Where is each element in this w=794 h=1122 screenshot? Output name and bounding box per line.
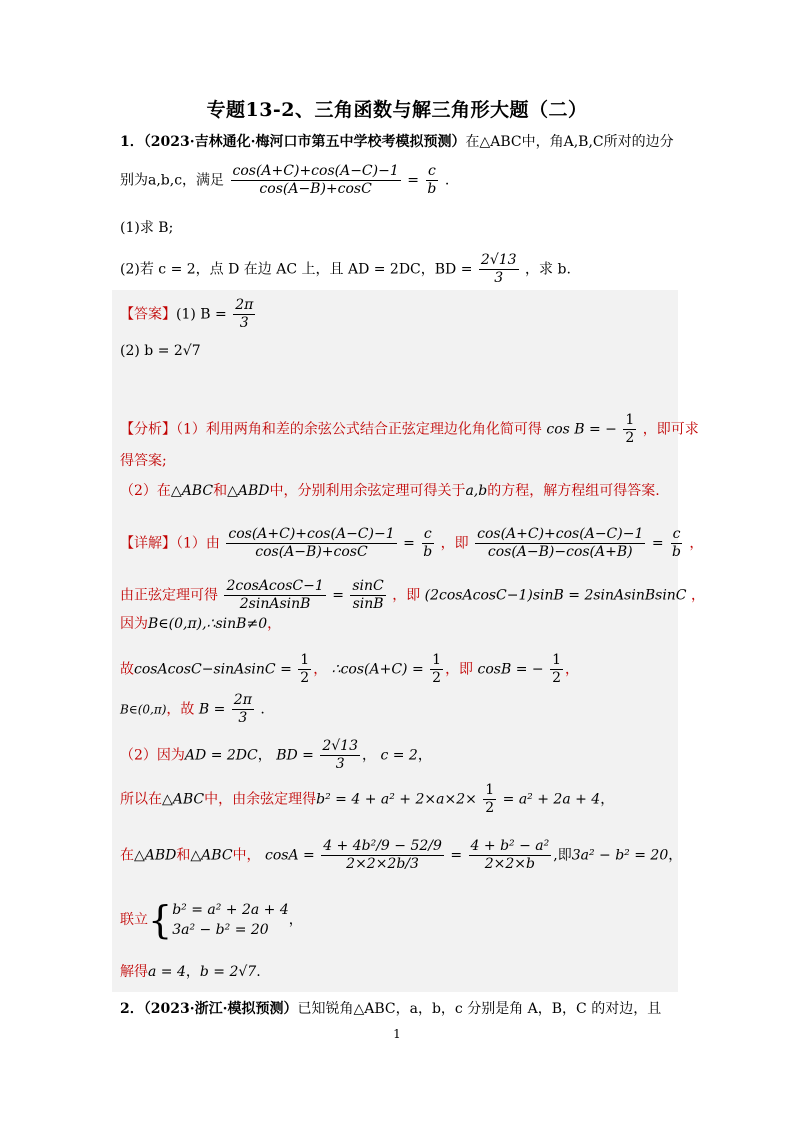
detail-1-mid: ，即 [440,535,469,552]
detail-10-m2: b = 2√7 [199,964,257,980]
q1-line-2 [120,163,449,198]
detail-1-ratio-a-den: b [423,544,433,560]
detail-2-eq: = [332,587,344,604]
detail-8-m3: cosA = [264,847,315,864]
detail-2-ratio [350,578,385,613]
equation-system [172,900,289,940]
detail-6-sep-2: ， [362,747,376,764]
detail-7-half [483,782,496,817]
detail-2-fraction [224,578,325,613]
solution-panel [112,290,678,992]
detail-8-m1: △ABD [134,847,177,864]
analysis-1-denominator: 2 [625,430,635,446]
detail-1-eq-b: = [651,535,664,552]
q1-stem-2-end: . [444,172,450,189]
detail-line-1 [120,526,703,561]
detail-line-8 [120,838,682,873]
detail-2-math: (2cosAcosC−1)sinB = 2sinAsinBsinC [424,587,687,604]
detail-line-3 [120,614,281,634]
answer-label: 【答案】 [120,306,176,323]
detail-5-end: . [260,701,265,718]
detail-7-m1: △ABC [162,791,205,808]
detail-2-mid: ，即 [392,587,421,604]
analysis-3-pre: （2）在 [120,483,171,499]
detail-8-mid2: ,即 [553,847,572,864]
detail-1-eq-a: = [403,535,415,552]
q1-part-2-end: ，求 b. [525,261,571,278]
detail-4-half-2-den: 2 [432,670,442,686]
detail-5-mid: ，故 [166,701,195,718]
detail-8-eq: = [450,847,463,864]
analysis-3-end: 的方程，解方程组可得答案. [487,483,660,499]
detail-8-mid: 中， [232,847,261,864]
answer-line-1 [120,297,257,332]
analysis-line-3 [120,481,660,501]
page-number: 1 [393,1027,401,1041]
detail-8-numerator: 4 + 4b²/9 − 52/9 [323,838,442,854]
detail-1-fraction-a [226,526,396,561]
q1-bd-denominator: 3 [494,270,504,286]
analysis-1-fraction [623,412,636,447]
detail-5-fraction [232,692,254,727]
system-equation-2: 3a² − b² = 20 [172,922,269,938]
detail-10-pre: 解得 [120,964,148,980]
q1-bd-fraction [479,252,519,287]
detail-2-end: ， [690,587,705,604]
analysis-1-text: （1）利用两角和差的余弦公式结合正弦定理边化角化简可得 [176,421,542,438]
q1-equals: = [407,172,419,189]
detail-8-ratio-den: 2×2×b [484,856,536,872]
detail-1-ratio-a [421,526,434,561]
detail-1a-denominator: cos(A−B)+cosC [255,544,368,560]
detail-4-half-1-den: 2 [300,670,310,686]
detail-7-mid: 中，由余弦定理得 [204,791,317,808]
detail-4-half-1 [298,652,311,687]
q1-number: 1． [120,134,144,150]
detail-7-m3: = a² + 2a + 4 [502,791,601,808]
q2-line-1 [120,999,661,1019]
detail-4-mid1: ， [313,661,328,678]
detail-8-denominator: 2×2×2b/3 [346,856,419,872]
detail-4-half-3-den: 2 [552,670,561,686]
q1-condition-fraction [231,163,401,198]
detail-1-ratio-b-num: c [672,526,681,542]
detail-6-fraction [320,738,360,773]
q1-line-1 [120,132,674,152]
answer-line-2: (2) b = 2√7 [120,343,201,359]
detail-7-pre: 所以在 [120,791,162,808]
detail-7-half-num: 1 [485,782,495,798]
detail-1-fraction-b [475,526,645,561]
q1-source: （2023·吉林通化·梅河口市第五中学校考模拟预测） [143,134,466,150]
detail-8-ratio [469,838,552,873]
detail-6-m3: c = 2 [380,747,418,764]
detail-2-ratio-num: sinC [352,578,384,594]
detail-4-mid2: ，即 [445,661,474,678]
detail-8-fraction [321,838,444,873]
detail-3-pre: 因为 [120,616,148,632]
detail-4-half-1-num: 1 [300,652,310,668]
q2-source: （2023·浙江·模拟预测） [143,1001,298,1017]
detail-6-numerator: 2√13 [322,738,358,754]
detail-4-m2: ∴cos(A+C) = [331,661,424,678]
detail-line-7 [120,782,614,817]
detail-6-sep-1: ， [257,747,272,764]
detail-6-pre: （2）因为 [120,747,185,764]
detail-9-end: ， [288,912,303,928]
detail-4-end: ， [565,661,579,678]
q1-condition-denominator: cos(A−B)+cosC [259,181,372,197]
detail-8-and: 和 [176,847,191,864]
q1-ratio-numerator: c [427,163,436,179]
detail-4-pre: 故 [120,661,134,678]
detail-8-end: ， [668,847,683,864]
system-brace-icon: { [148,898,173,942]
q1-part-2 [120,252,571,287]
analysis-3-m1: △ABC [170,483,214,499]
q1-condition-numerator: cos(A+C)+cos(A−C)−1 [232,163,399,179]
detail-1b-numerator: cos(A+C)+cos(A−C)−1 [477,526,644,542]
detail-10-m1: a = 4 [148,964,186,980]
detail-line-4 [120,652,579,687]
page-title: 专题13-2、三角函数与解三角形大题（二） [206,99,588,121]
detail-8-m4: 3a² − b² = 20 [571,847,669,864]
q2-stem: 已知锐角△ABC，a，b，c 分别是角 A，B，C 的对边，且 [297,1001,662,1017]
q1-part-2-pre: (2)若 c = 2，点 D 在边 AC 上，且 AD = 2DC，BD = [120,261,473,278]
detail-7-half-den: 2 [485,800,495,816]
q1-part-1: (1)求 B; [120,220,174,236]
detail-4-m1: cosAcosC−sinAsinC = [134,661,292,678]
detail-3-math: B∈(0,π),∴sinB≠0 [148,616,268,632]
detail-2-ratio-den: sinB [352,596,384,612]
analysis-3-m3: a,b [465,483,488,499]
detail-1-ratio-a-num: c [423,526,432,542]
detail-10-end: . [256,964,261,980]
detail-5-m: B∈(0,π) [120,702,167,717]
detail-4-m3: cosB = − [477,661,544,678]
analysis-1-end: ，即可求 [642,421,699,438]
analysis-label: 【分析】 [120,421,176,438]
q1-stem-1: 在△ABC中，角A,B,C所对的边分 [465,134,674,150]
detail-7-m2: b² = 4 + a² + 2×a×2× [316,791,477,808]
detail-6-m1: AD = 2DC [184,747,258,764]
analysis-3-mid2: 中，分别利用余弦定理可得关于 [269,483,466,499]
detail-5-denominator: 3 [238,710,248,726]
detail-1b-denominator: cos(A−B)−cos(A+B) [487,544,633,560]
detail-2-pre: 由正弦定理可得 [120,587,218,604]
detail-3-end: ， [267,616,282,632]
detail-4-half-2 [430,652,443,687]
answer-1-denominator: 3 [239,315,249,331]
q1-stem-2-pre: 别为a,b,c，满足 [120,172,225,189]
detail-8-ratio-num: 4 + b² − a² [470,838,550,854]
detail-4-half-3 [550,652,563,687]
analysis-line-2: 得答案; [120,453,167,469]
detail-6-sep-3: ， [417,747,432,764]
detail-6-m2: BD = [276,747,314,764]
detail-1-ratio-b-den: b [672,544,681,560]
detail-9-pre: 联立 [120,912,148,928]
detail-2-numerator: 2cosAcosC−1 [226,578,324,594]
system-equation-1: b² = a² + 2a + 4 [172,902,289,918]
detail-7-end: ， [600,791,615,808]
detail-2-denominator: 2sinAsinB [239,596,311,612]
detail-line-10 [120,962,261,982]
analysis-3-m2: △ABD [227,483,270,499]
detail-line-5 [120,692,265,727]
detail-8-pre: 在 [120,847,134,864]
detail-1a-numerator: cos(A+C)+cos(A−C)−1 [228,526,395,542]
analysis-3-mid: 和 [213,483,228,499]
detail-line-2 [120,578,705,613]
analysis-1-numerator: 1 [625,412,635,428]
detail-10-sep: ， [185,964,200,980]
answer-1-fraction [233,297,255,332]
detail-line-9 [120,900,303,940]
analysis-1-math: cos B = − [546,421,617,438]
q2-number: 2． [120,1001,144,1017]
detail-1-pre: （1）由 [176,535,220,552]
q1-ratio-denominator: b [427,181,437,197]
detail-4-half-3-num: 1 [552,652,561,668]
detail-1-end: ， [689,535,704,552]
q1-bd-numerator: 2√13 [480,252,517,268]
detail-8-m2: △ABC [190,847,233,864]
answer-1-numerator: 2π [235,297,254,313]
answer-1-pre: (1) B = [176,306,227,323]
detail-6-denominator: 3 [335,756,345,772]
analysis-line-1 [120,412,699,447]
detail-5-numerator: 2π [233,692,252,708]
detail-1-ratio-b [670,526,683,561]
detail-5-m2: B = [198,701,226,718]
detail-label: 【详解】 [120,535,176,552]
q1-ratio-fraction [425,163,438,198]
detail-line-6 [120,738,432,773]
detail-4-half-2-num: 1 [432,652,442,668]
